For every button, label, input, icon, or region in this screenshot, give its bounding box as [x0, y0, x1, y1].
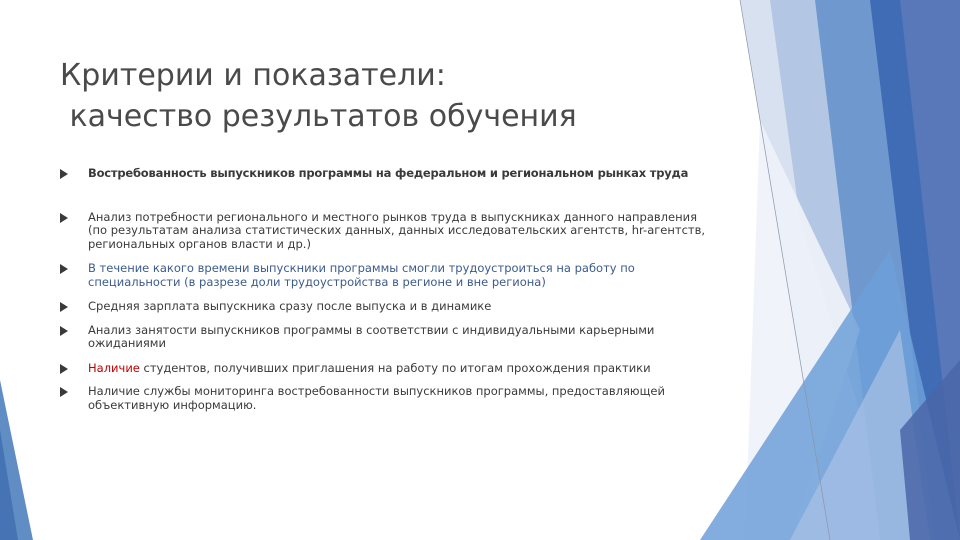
- bullet-triangle-icon: [60, 213, 68, 223]
- title-line-1: Критерии и показатели:: [60, 58, 446, 93]
- list-item-text: студентов, получивших приглашения на работу по итогам прохождения практики: [139, 360, 651, 375]
- list-item-text: Наличие службы мониторинга востребованности выпускников программы, предоставляющей объективную информацию.: [88, 384, 665, 412]
- list-item: [58, 211, 718, 252]
- bullet-triangle-icon: [60, 364, 68, 374]
- list-item: [58, 300, 718, 314]
- list-item: [58, 167, 718, 181]
- list-item: [58, 385, 718, 412]
- slide-title: [60, 55, 700, 137]
- list-item-text: Анализ потребности регионального и местного рынков труда в выпускниках данного направления (по результатам анализа статистических данных, данных исследовательских агентств, hr-агентств, региональных органов власти и др.): [88, 209, 706, 251]
- bullet-triangle-icon: [60, 302, 68, 312]
- bullet-triangle-icon: [60, 169, 68, 179]
- list-item-text: В течение какого времени выпускники программы смогли трудоустроиться на работу по специальности (в разрезе доли трудоустройства в регионе и вне региона): [88, 261, 635, 289]
- list-item: [58, 262, 718, 289]
- bullet-triangle-icon: [60, 326, 68, 336]
- highlighted-word: Наличие: [88, 360, 140, 375]
- list-item-text: Востребованность выпускников программы на федеральном и региональном рынках труда: [88, 166, 689, 180]
- criteria-list: [58, 167, 718, 412]
- list-item-text: Средняя зарплата выпускника сразу после выпуска и в динамике: [88, 299, 492, 313]
- bullet-triangle-icon: [60, 264, 68, 274]
- bullet-triangle-icon: [60, 387, 68, 397]
- list-item: [58, 362, 718, 376]
- list-item-text: Анализ занятости выпускников программы в соответствии с индивидуальными карьерными ожиданиями: [88, 322, 655, 350]
- list-item: [58, 324, 718, 351]
- title-line-2: качество результатов обучения: [60, 99, 577, 134]
